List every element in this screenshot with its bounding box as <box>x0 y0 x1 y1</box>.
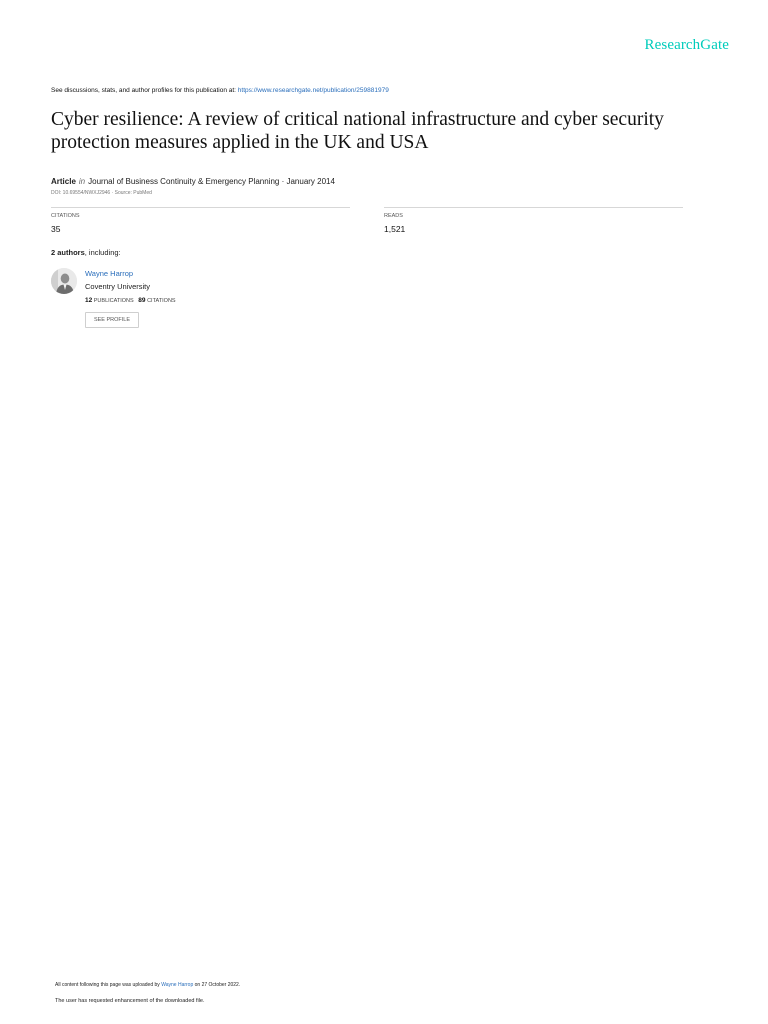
divider-reads <box>384 207 683 208</box>
author-stats <box>85 297 176 304</box>
reads-label: READS <box>384 213 403 219</box>
article-venue[interactable]: Journal of Business Continuity & Emergency Planning · January 2014 <box>88 177 335 186</box>
authors-count: 2 authors <box>51 248 85 257</box>
article-meta <box>51 177 335 186</box>
article-type: Article <box>51 177 76 186</box>
divider-citations <box>51 207 350 208</box>
citations-value: 35 <box>51 224 61 234</box>
discussion-notice <box>51 87 389 94</box>
avatar-photo-icon <box>51 268 77 294</box>
doi-source-line: DOI: 10.69554/NWXJ2946 · Source: PubMed <box>51 190 152 196</box>
author-name-link[interactable]: Wayne Harrop <box>85 269 134 278</box>
author-avatar[interactable] <box>51 268 77 294</box>
reads-value: 1,521 <box>384 224 406 234</box>
researchgate-logo[interactable]: ResearchGate <box>644 37 729 53</box>
author-citations-count: 89 <box>138 297 146 304</box>
see-profile-button[interactable]: SEE PROFILE <box>85 312 139 328</box>
in-word: in <box>78 177 86 186</box>
author-citations-label: CITATIONS <box>147 298 176 304</box>
upload-notice <box>55 982 240 988</box>
upload-suffix: on 27 October 2022. <box>193 982 241 988</box>
authors-suffix: , including: <box>84 248 121 257</box>
author-affiliation: Coventry University <box>85 282 151 291</box>
enhancement-note: The user has requested enhancement of the downloaded file. <box>55 998 205 1004</box>
uploader-link[interactable]: Wayne Harrop <box>161 982 194 988</box>
upload-prefix: All content following this page was uploaded by <box>55 982 162 988</box>
citations-label: CITATIONS <box>51 213 80 219</box>
authors-heading <box>51 248 121 257</box>
author-publications-count: 12 <box>85 297 93 304</box>
article-title: Cyber resilience: A review of critical national infrastructure and cyber security protection measures applied in the UK and USA <box>51 109 664 153</box>
discussion-prefix: See discussions, stats, and author profiles for this publication at: <box>51 87 238 94</box>
publication-link[interactable]: https://www.researchgate.net/publication/259881979 <box>237 87 389 94</box>
author-publications-label: PUBLICATIONS <box>93 298 134 304</box>
